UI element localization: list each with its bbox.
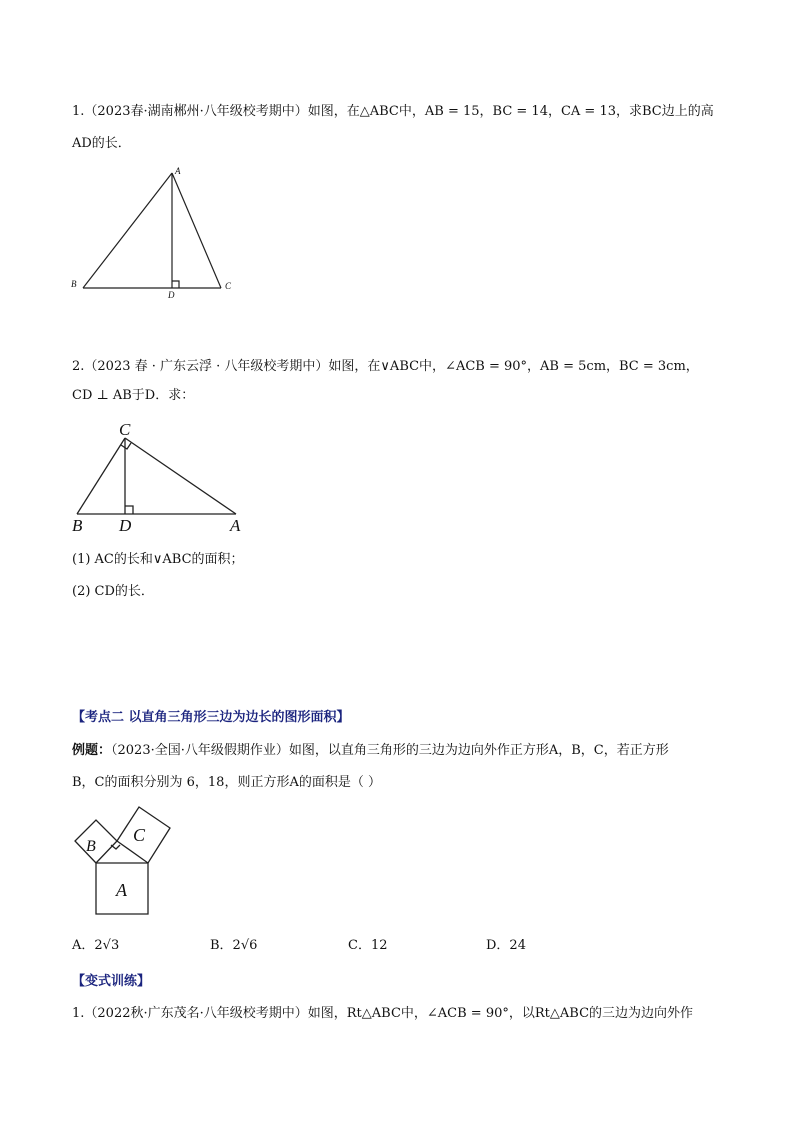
option-a[interactable]: A．2√3 [72, 938, 120, 953]
problem-2-question-1: (1) AC的长和∨ABC的面积； [72, 552, 244, 567]
square-b [75, 820, 117, 863]
answer-options [72, 936, 526, 956]
option-d[interactable]: D．24 [486, 938, 526, 953]
label-b: B [71, 279, 77, 289]
example-label: 例题： [72, 743, 112, 758]
option-b[interactable]: B．2√6 [210, 938, 258, 953]
variant-title: 【变式训练】 [72, 974, 151, 989]
problem-2-question-2: (2) CD的长． [72, 584, 154, 599]
problem-1-statement-cont: AD的长． [72, 136, 131, 151]
label-c: C [133, 825, 146, 845]
label-c: C [119, 420, 131, 439]
example-text: （2023·全国·八年级假期作业）如图，以直角三角形的三边为边向外作正方形A，B，C，若正方形 [111, 743, 669, 758]
example-line-2: B，C的面积分别为 6，18，则正方形A的面积是（ ） [72, 775, 381, 790]
label-a: A [230, 516, 241, 535]
label-a: A [116, 880, 127, 900]
label-d: D [119, 516, 132, 535]
section-title: 【考点二 以直角三角形三边为边长的图形面积】 [72, 710, 350, 725]
variant-problem-1: 1.（2022秋·广东茂名·八年级校考期中）如图，Rt△ABC中，∠ACB = 90°，以Rt△ABC的三边为边向外作 [72, 1006, 694, 1021]
label-b: B [86, 838, 96, 855]
problem-1-statement: 1.（2023春·湖南郴州·八年级校考期中）如图，在△ABC中，AB = 15，BC = 14，CA = 13，求BC边上的高 [72, 104, 714, 119]
option-c[interactable]: C．12 [348, 938, 388, 953]
problem-2-statement-cont: CD ⊥ AB于D．求： [72, 388, 195, 403]
label-c: C [225, 281, 232, 291]
right-angle-mark [111, 845, 120, 849]
label-d: D [168, 290, 175, 300]
problem-2-statement: 2.（2023 春 · 广东云浮 · 八年级校考期中）如图，在∨ABC中，∠ACB = 90°，AB = 5cm，BC = 3cm， [72, 359, 699, 374]
label-b: B [72, 516, 83, 535]
label-a: A [175, 166, 181, 176]
